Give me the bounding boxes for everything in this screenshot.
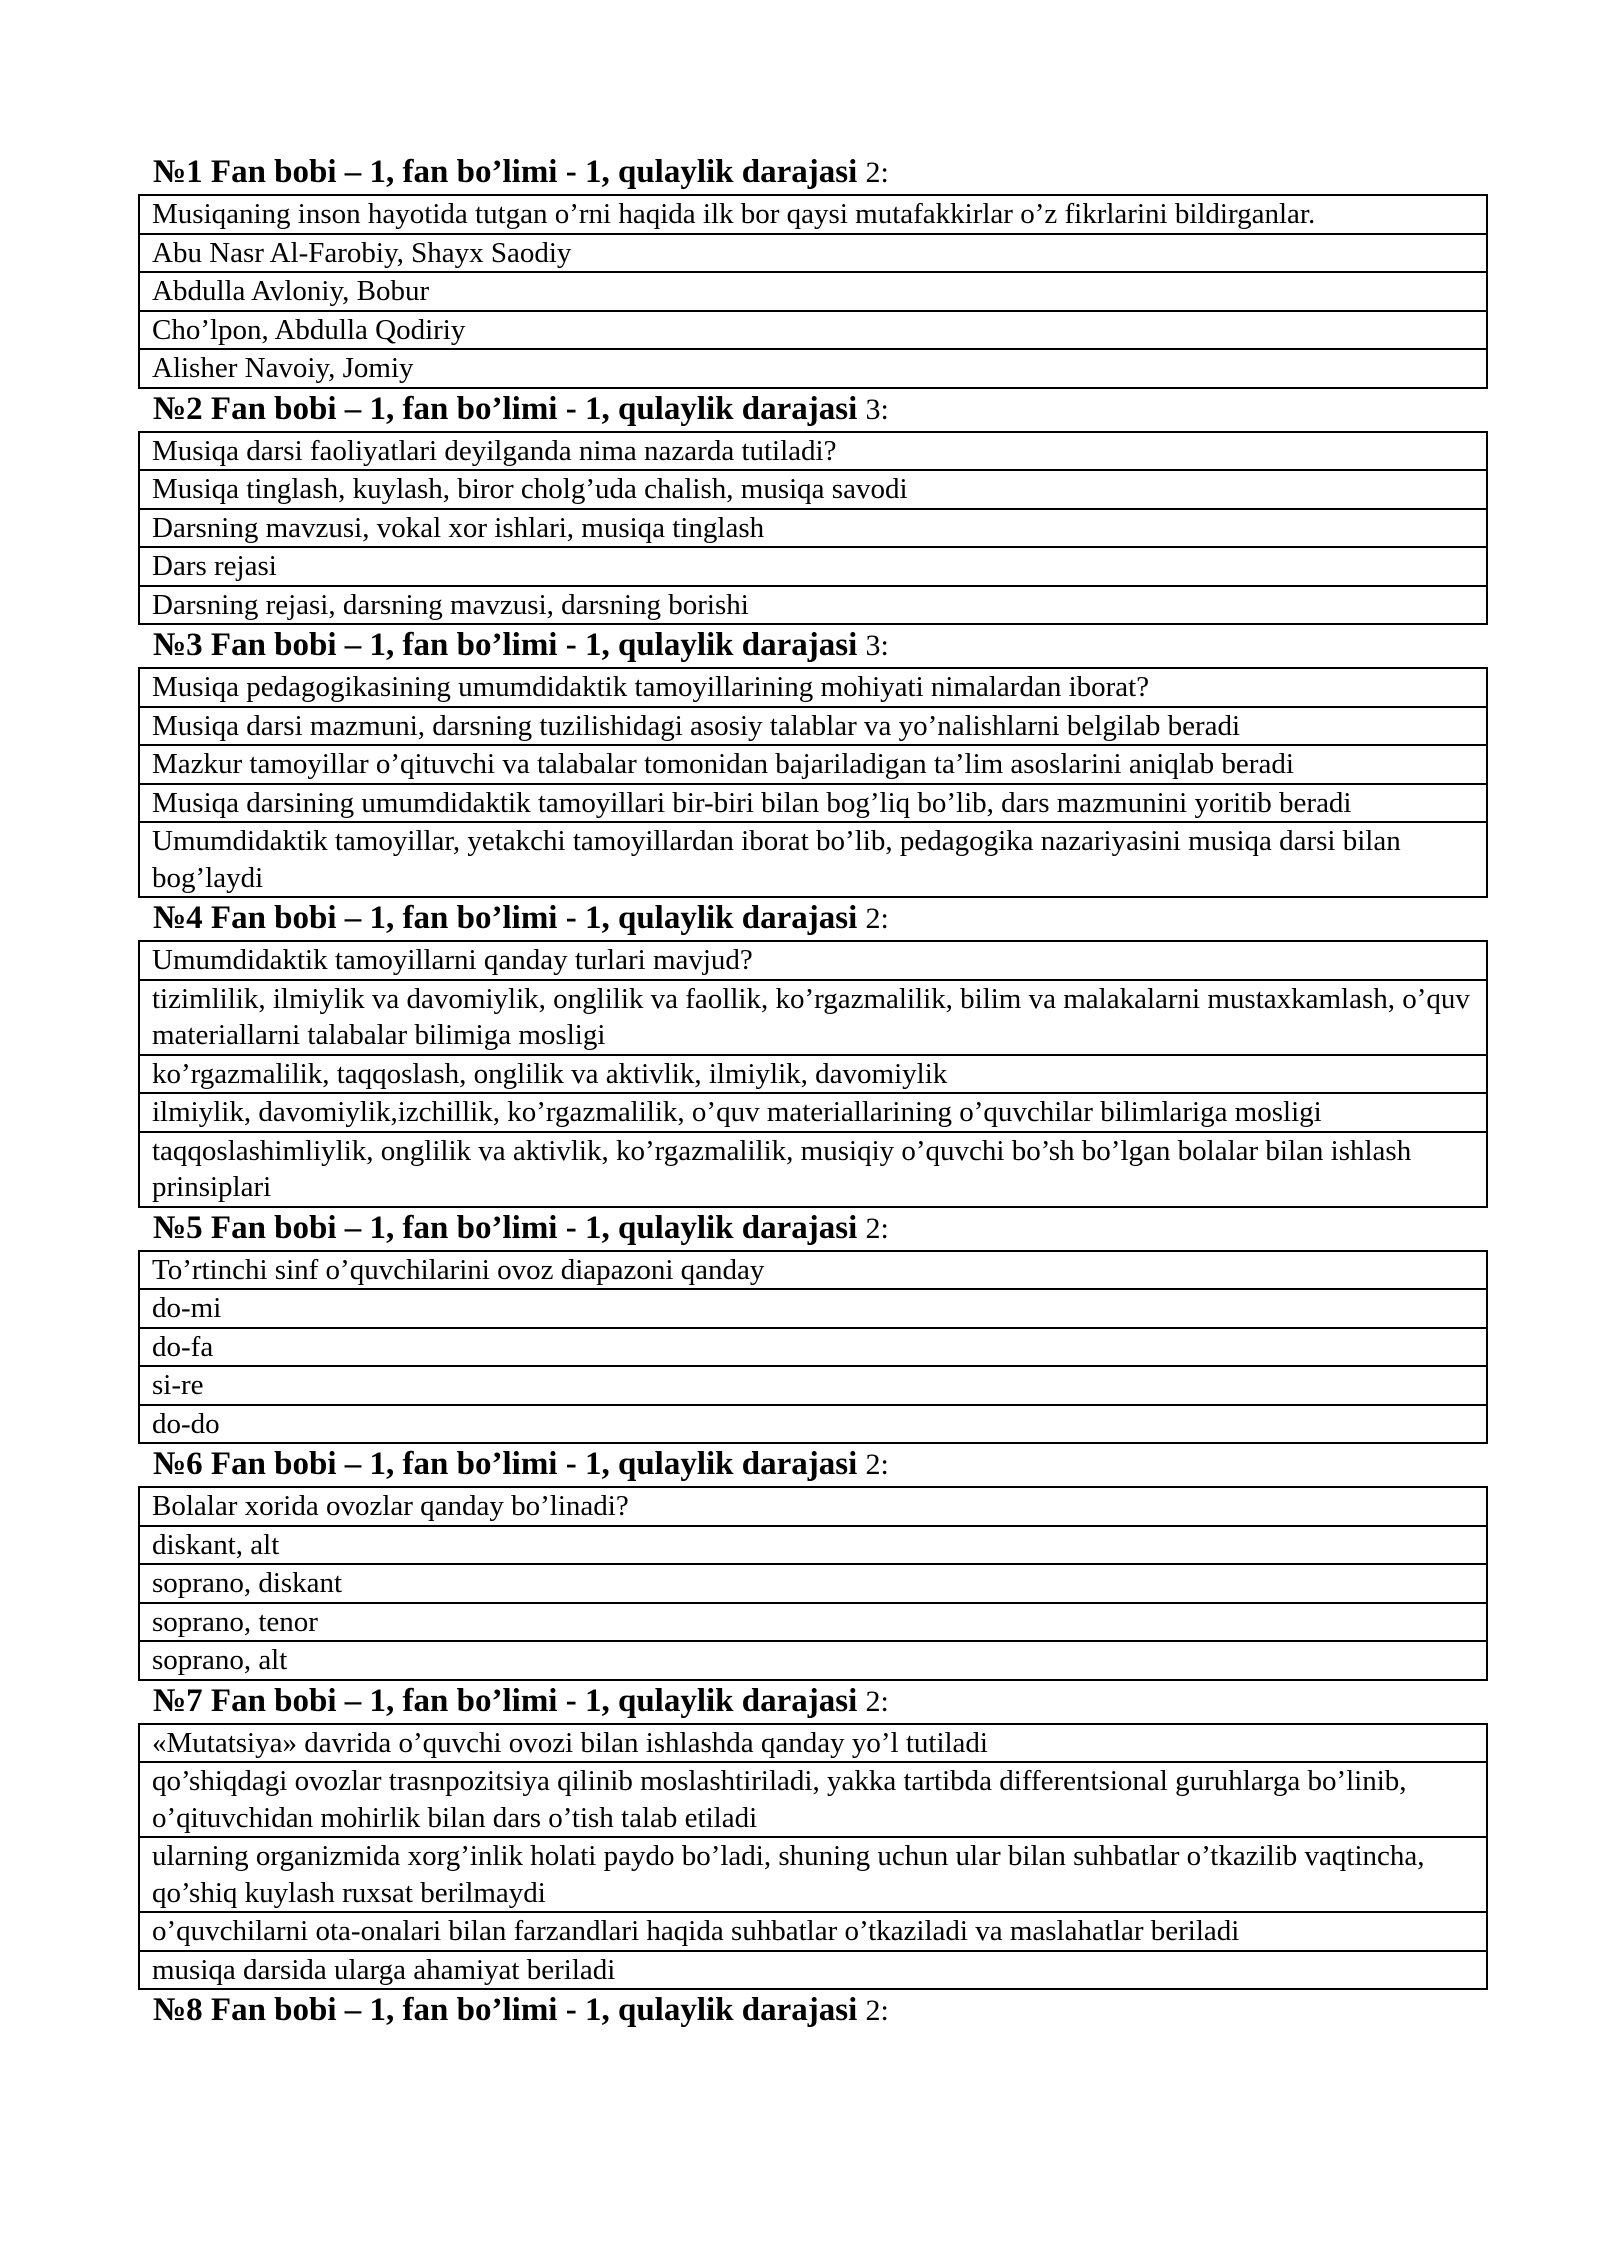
difficulty-level: 2:: [865, 902, 889, 935]
difficulty-level: 2:: [865, 1684, 889, 1718]
question-block-4: [138, 898, 1488, 1208]
question-heading: [138, 1990, 1488, 2032]
question-text: Musiqa pedagogikasining umumdidaktik tamoyillarining mohiyati nimalardan iborat?: [139, 668, 1487, 707]
question-text: Musiqaning inson hayotida tutgan o’rni haqida ilk bor qaysi mutafakkirlar o’z fikrlarini bildirganlar.: [139, 195, 1487, 234]
answer-option: ularning organizmida xorg’inlik holati paydo bo’ladi, shuning uchun ular bilan suhbatlar o’tkazilib vaqtincha, qo’shiq kuylash ruxsat berilmaydi: [139, 1837, 1487, 1912]
question-table: [138, 940, 1488, 1208]
question-table: [138, 1486, 1488, 1681]
answer-option: Darsning rejasi, darsning mavzusi, darsning borishi: [139, 586, 1487, 625]
question-heading-text: №7 Fan bobi – 1, fan bo’limi - 1, qulaylik darajasi: [153, 1682, 858, 1719]
answer-option: Cho’lpon, Abdulla Qodiriy: [139, 311, 1487, 350]
answer-option: do-do: [139, 1405, 1487, 1444]
question-heading: [138, 898, 1488, 940]
answer-option: ko’rgazmalilik, taqqoslash, onglilik va aktivlik, ilmiylik, davomiylik: [139, 1055, 1487, 1094]
answer-option: tizimlilik, ilmiylik va davomiylik, onglilik va faollik, ko’rgazmalilik, bilim va malakalarni mustaxkamlash, o’quv materiallarni talabalar bilimiga mosligi: [139, 980, 1487, 1055]
answer-option: Umumdidaktik tamoyillar, yetakchi tamoyillardan iborat bo’lib, pedagogika nazariyasini musiqa darsi bilan bog’laydi: [139, 822, 1487, 897]
question-text: Bolalar xorida ovozlar qanday bo’linadi?: [139, 1487, 1487, 1526]
question-text: «Mutatsiya» davrida o’quvchi ovozi bilan ishlashda qanday yo’l tutiladi: [139, 1724, 1487, 1763]
difficulty-level: 2:: [865, 1994, 889, 2027]
question-block-8: [138, 1990, 1488, 2032]
question-heading-text: №3 Fan bobi – 1, fan bo’limi - 1, qulaylik darajasi: [153, 627, 858, 663]
answer-option: do-fa: [139, 1328, 1487, 1367]
question-heading-text: №5 Fan bobi – 1, fan bo’limi - 1, qulaylik darajasi: [153, 1209, 858, 1246]
question-heading: [138, 625, 1488, 667]
question-block-1: [138, 152, 1488, 389]
question-table: [138, 194, 1488, 389]
answer-option: Musiqa tinglash, kuylash, biror cholg’uda chalish, musiqa savodi: [139, 470, 1487, 509]
answer-option: o’quvchilarni ota-onalari bilan farzandlari haqida suhbatlar o’tkaziladi va maslahatlar beriladi: [139, 1912, 1487, 1951]
question-heading: [138, 389, 1488, 431]
answer-option: Musiqa darsining umumdidaktik tamoyillari bir-biri bilan bog’liq bo’lib, dars mazmunini yoritib beradi: [139, 784, 1487, 823]
question-text: Musiqa darsi faoliyatlari deyilganda nima nazarda tutiladi?: [139, 432, 1487, 471]
difficulty-level: 2:: [865, 1448, 889, 1481]
question-heading-text: №8 Fan bobi – 1, fan bo’limi - 1, qulaylik darajasi: [153, 1992, 858, 2028]
answer-option: Alisher Navoiy, Jomiy: [139, 349, 1487, 388]
difficulty-level: 3:: [865, 392, 889, 426]
question-heading: [138, 1208, 1488, 1250]
answer-option: Musiqa darsi mazmuni, darsning tuzilishidagi asosiy talablar va yo’nalishlarni belgilab beradi: [139, 707, 1487, 746]
question-table: [138, 667, 1488, 898]
answer-option: taqqoslashimliylik, onglilik va aktivlik, ko’rgazmalilik, musiqiy o’quvchi bo’sh bo’lgan bolalar bilan ishlash prinsiplari: [139, 1132, 1487, 1207]
answer-option: Dars rejasi: [139, 547, 1487, 586]
answer-option: soprano, tenor: [139, 1603, 1487, 1642]
difficulty-level: 3:: [865, 629, 889, 662]
question-table: [138, 1723, 1488, 1991]
question-heading: [138, 1681, 1488, 1723]
question-block-2: [138, 389, 1488, 626]
answer-option: Abu Nasr Al-Farobiy, Shayx Saodiy: [139, 234, 1487, 273]
answer-option: Abdulla Avloniy, Bobur: [139, 272, 1487, 311]
question-heading: [138, 1444, 1488, 1486]
answer-option: ilmiylik, davomiylik,izchillik, ko’rgazmalilik, o’quv materiallarining o’quvchilar bilimlariga mosligi: [139, 1093, 1487, 1132]
question-block-6: [138, 1444, 1488, 1681]
answer-option: soprano, alt: [139, 1641, 1487, 1680]
question-table: [138, 431, 1488, 626]
question-text: To’rtinchi sinf o’quvchilarini ovoz diapazoni qanday: [139, 1251, 1487, 1290]
question-block-5: [138, 1208, 1488, 1445]
question-heading-text: №2 Fan bobi – 1, fan bo’limi - 1, qulaylik darajasi: [153, 390, 858, 427]
question-heading: [138, 152, 1488, 194]
answer-option: musiqa darsida ularga ahamiyat beriladi: [139, 1951, 1487, 1990]
answer-option: soprano, diskant: [139, 1564, 1487, 1603]
question-heading-text: №6 Fan bobi – 1, fan bo’limi - 1, qulaylik darajasi: [153, 1446, 858, 1482]
answer-option: qo’shiqdagi ovozlar trasnpozitsiya qilinib moslashtiriladi, yakka tartibda differentsional guruhlarga bo’linib, o’qituvchidan mohirlik bilan dars o’tish talab etiladi: [139, 1762, 1487, 1837]
test-document: [138, 152, 1488, 2032]
answer-option: Mazkur tamoyillar o’qituvchi va talabalar tomonidan bajariladigan ta’lim asoslarini aniqlab beradi: [139, 745, 1487, 784]
answer-option: Darsning mavzusi, vokal xor ishlari, musiqa tinglash: [139, 509, 1487, 548]
question-block-7: [138, 1681, 1488, 1991]
answer-option: do-mi: [139, 1289, 1487, 1328]
question-table: [138, 1250, 1488, 1445]
question-text: Umumdidaktik tamoyillarni qanday turlari mavjud?: [139, 941, 1487, 980]
answer-option: diskant, alt: [139, 1526, 1487, 1565]
answer-option: si-re: [139, 1366, 1487, 1405]
question-block-3: [138, 625, 1488, 898]
question-heading-text: №4 Fan bobi – 1, fan bo’limi - 1, qulaylik darajasi: [153, 900, 858, 936]
difficulty-level: 2:: [865, 156, 889, 189]
question-heading-text: №1 Fan bobi – 1, fan bo’limi - 1, qulaylik darajasi: [153, 154, 858, 190]
difficulty-level: 2:: [865, 1211, 889, 1245]
